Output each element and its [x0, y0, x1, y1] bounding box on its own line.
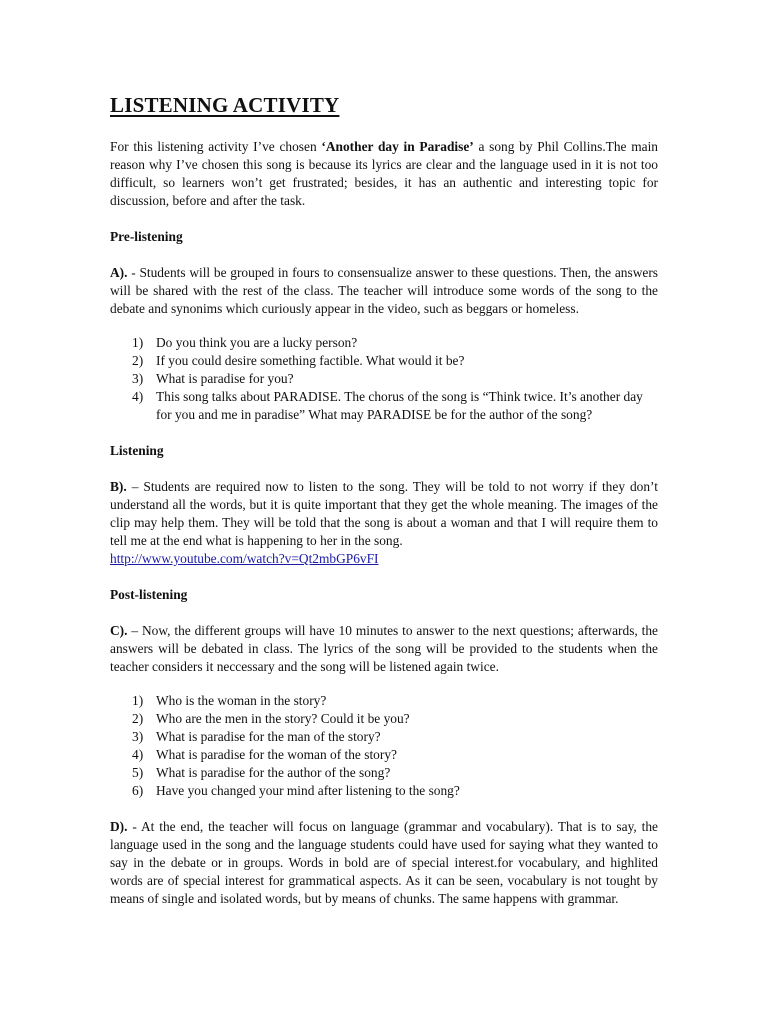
question-number: 2): [132, 353, 144, 368]
song-title: ‘Another day in Paradise’: [321, 139, 474, 154]
section-d-paragraph: [110, 818, 658, 908]
section-b-paragraph: [110, 478, 658, 550]
question-text: Do you think you are a lucky person?: [156, 335, 358, 350]
intro-text-pre: For this listening activity I’ve chosen: [110, 139, 322, 154]
section-c-paragraph: [110, 622, 658, 676]
list-item: [110, 370, 658, 388]
page-title: LISTENING ACTIVITY: [110, 93, 340, 117]
post-listening-questions: [110, 692, 658, 800]
question-text: What is paradise for you?: [156, 371, 294, 386]
section-c-text: – Now, the different groups will have 10 minutes to answer to the next questions; afterwards, the answers will be debated in class. The lyrics of the song will be provided to the students when the teacher considers it neccessary and the song will be listened again twice.: [110, 623, 658, 674]
list-item: [110, 352, 658, 370]
question-text: If you could desire something factible. What would it be?: [156, 353, 465, 368]
question-number: 1): [132, 335, 144, 350]
question-number: 3): [132, 729, 144, 744]
question-text: This song talks about PARADISE. The chorus of the song is “Think twice. It’s another day for you and me in paradise” What may PARADISE be for the author of the song?: [156, 389, 643, 422]
list-item: [110, 782, 658, 800]
list-item: [110, 764, 658, 782]
question-number: 4): [132, 747, 144, 762]
pre-listening-questions: [110, 334, 658, 424]
section-b-text: – Students are required now to listen to the song. They will be told to not worry if they don’t understand all the words, but it is quite important that they get the whole meaning. The images of the clip may help them. They will be told that the song is about a woman and that I will require them to tell me at the end what is happening to her in the song.: [110, 479, 658, 548]
question-text: What is paradise for the author of the song?: [156, 765, 391, 780]
section-a-text: - Students will be grouped in fours to consensualize answer to these questions. Then, the answers will be shared with the rest of the class. The teacher will introduce some words of the song to the debate and synonims which curiously appear in the video, such as beggars or homeless.: [110, 265, 658, 316]
list-item: [110, 388, 658, 424]
section-a-paragraph: [110, 264, 658, 318]
post-listening-heading: Post-listening: [110, 587, 188, 602]
list-item: [110, 746, 658, 764]
list-item: [110, 692, 658, 710]
question-number: 2): [132, 711, 144, 726]
section-b-label: B).: [110, 479, 127, 494]
youtube-link[interactable]: http://www.youtube.com/watch?v=Qt2mbGP6vFI: [110, 551, 379, 566]
listening-heading: Listening: [110, 443, 164, 458]
question-text: Who are the men in the story? Could it be you?: [156, 711, 410, 726]
document-body: [110, 92, 658, 908]
section-a-label: A).: [110, 265, 128, 280]
question-number: 5): [132, 765, 144, 780]
question-text: Who is the woman in the story?: [156, 693, 327, 708]
section-d-label: D).: [110, 819, 128, 834]
question-number: 1): [132, 693, 144, 708]
question-number: 4): [132, 389, 144, 404]
intro-text-post: a song by Phil Collins.The main reason why I’ve chosen this song is because its lyrics are clear and the language used in it is not too difficult, so learners won’t get frustrated; besides, it has an authentic and interesting topic for discussion, before and after the task.: [110, 139, 659, 208]
intro-paragraph: [110, 138, 658, 210]
section-d-text: - At the end, the teacher will focus on language (grammar and vocabulary). That is to say, the language used in the song and the language students could have used for saying what they wanted to say in the debate or in groups. Words in bold are of special interest.for vocabulary, and highlited words are of special interest for grammatical aspects. As it can be seen, vocabulary is not tought by means of single and isolated words, but by means of chunks. The same happens with grammar.: [110, 819, 658, 906]
pre-listening-heading: Pre-listening: [110, 229, 183, 244]
question-text: What is paradise for the man of the story?: [156, 729, 381, 744]
section-c-label: C).: [110, 623, 128, 638]
list-item: [110, 728, 658, 746]
list-item: [110, 334, 658, 352]
video-link-line: [110, 550, 658, 568]
question-number: 3): [132, 371, 144, 386]
question-number: 6): [132, 783, 144, 798]
question-text: Have you changed your mind after listening to the song?: [156, 783, 460, 798]
question-text: What is paradise for the woman of the story?: [156, 747, 397, 762]
list-item: [110, 710, 658, 728]
